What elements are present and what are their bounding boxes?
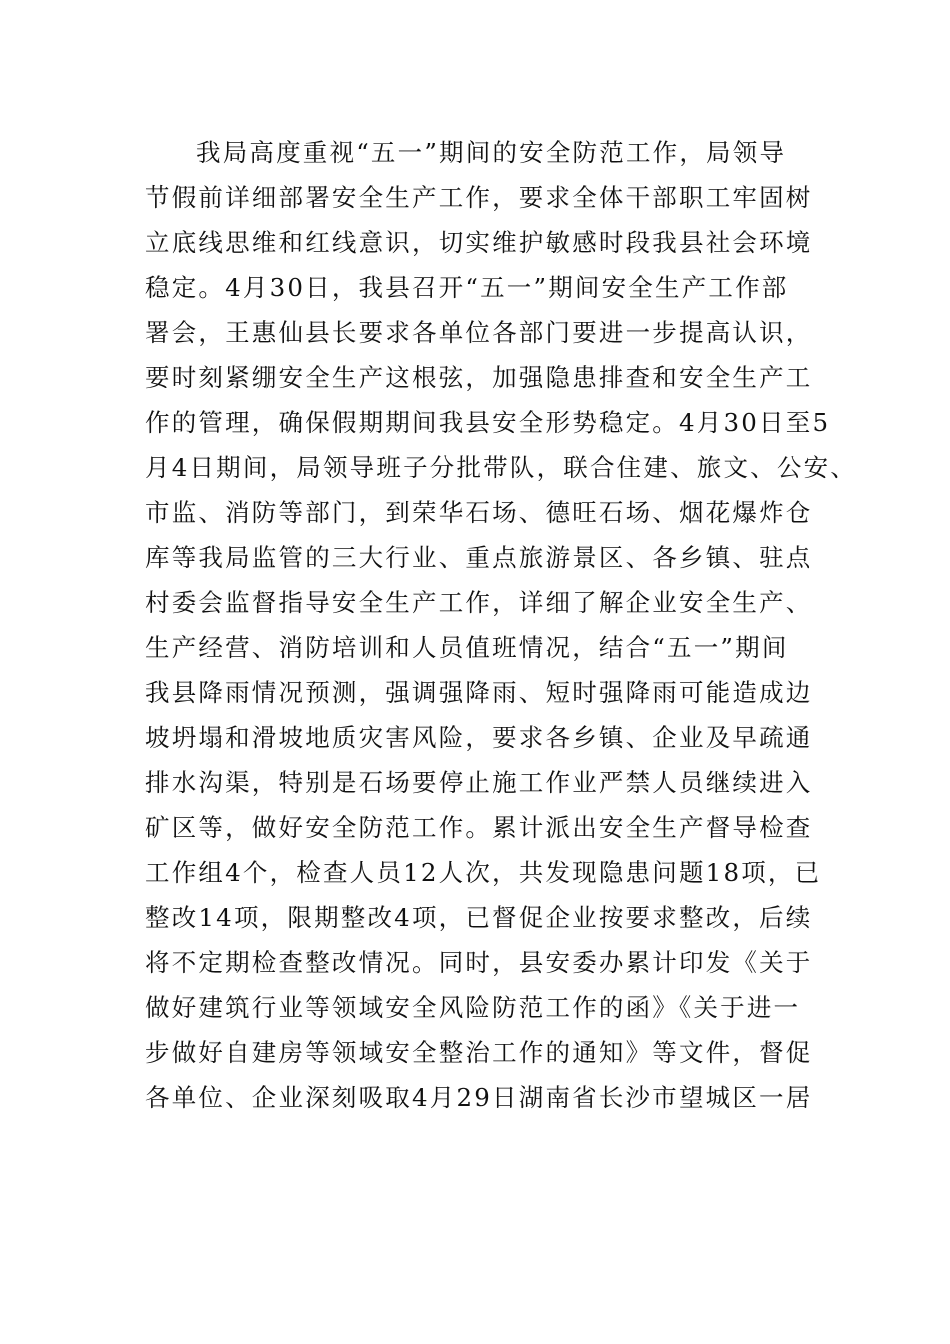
paragraph-line: 我局高度重视“五一”期间的安全防范工作，局领导 <box>196 138 787 167</box>
paragraph-line: 步做好自建房等领域安全整治工作的通知》等文件，督促 <box>145 1038 813 1067</box>
paragraph-line: 要时刻紧绷安全生产这根弦，加强隐患排查和安全生产工 <box>145 363 813 392</box>
paragraph-line: 月4日期间，局领导班子分批带队，联合住建、旅文、公安、 <box>145 453 857 482</box>
paragraph-line: 各单位、企业深刻吸取4月29日湖南省长沙市望城区一居 <box>145 1083 813 1112</box>
paragraph-line: 排水沟渠，特别是石场要停止施工作业严禁人员继续进入 <box>145 768 813 797</box>
paragraph-line: 将不定期检查整改情况。同时，县安委办累计印发《关于 <box>145 948 813 977</box>
paragraph-line: 做好建筑行业等领域安全风险防范工作的函》《关于进一 <box>145 993 801 1022</box>
paragraph-line: 矿区等，做好安全防范工作。累计派出安全生产督导检查 <box>145 813 813 842</box>
paragraph-line: 稳定。4月30日，我县召开“五一”期间安全生产工作部 <box>145 273 789 302</box>
paragraph-line: 库等我局监管的三大行业、重点旅游景区、各乡镇、驻点 <box>145 543 813 572</box>
paragraph-line: 市监、消防等部门，到荣华石场、德旺石场、烟花爆炸仓 <box>145 498 813 527</box>
paragraph-line: 署会，王惠仙县长要求各单位各部门要进一步提高认识， <box>145 318 813 347</box>
paragraph-line: 工作组4个，检查人员12人次，共发现隐患问题18项，已 <box>145 858 822 887</box>
paragraph-line: 整改14项，限期整改4项，已督促企业按要求整改，后续 <box>145 903 813 932</box>
paragraph-line: 我县降雨情况预测，强调强降雨、短时强降雨可能造成边 <box>145 678 813 707</box>
paragraph-line: 立底线思维和红线意识，切实维护敏感时段我县社会环境 <box>145 228 813 257</box>
paragraph-line: 作的管理，确保假期期间我县安全形势稳定。4月30日至5 <box>145 408 831 437</box>
paragraph-line: 村委会监督指导安全生产工作，详细了解企业安全生产、 <box>145 588 813 617</box>
paragraph-line: 节假前详细部署安全生产工作，要求全体干部职工牢固树 <box>145 183 813 212</box>
paragraph-line: 坡坍塌和滑坡地质灾害风险，要求各乡镇、企业及早疏通 <box>145 723 813 752</box>
paragraph-line: 生产经营、消防培训和人员值班情况，结合“五一”期间 <box>145 633 789 662</box>
